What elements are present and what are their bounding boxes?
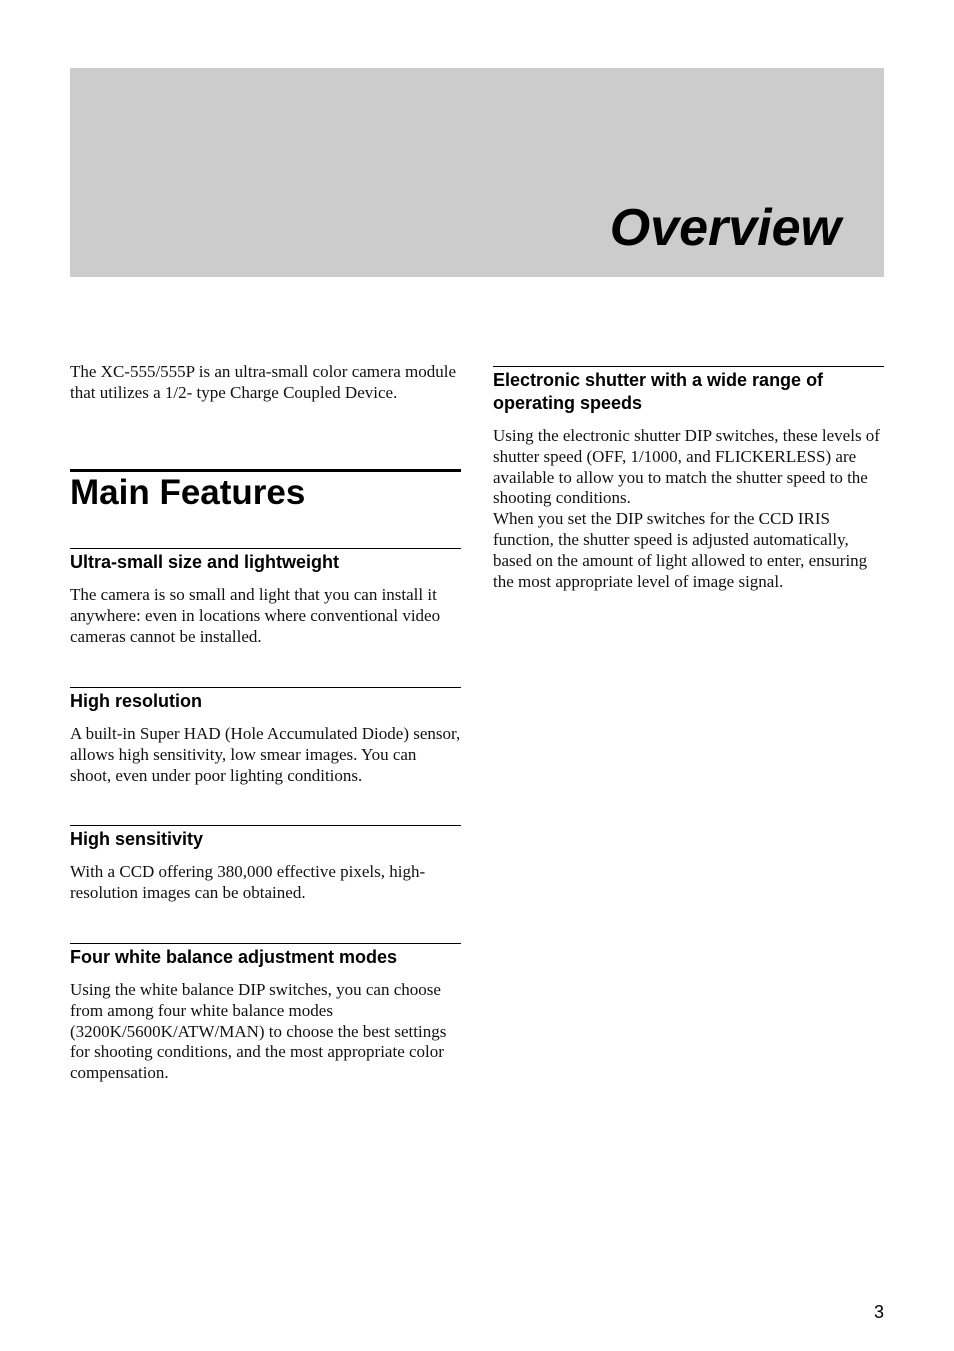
feature-text: The camera is so small and light that you can install it anywhere: even in locations where conventional video cameras cannot be installed. (70, 585, 441, 646)
feature-heading: High sensitivity (70, 825, 461, 851)
feature-item-electronic-shutter (493, 366, 884, 592)
intro-paragraph: The XC-555/555P is an ultra-small color camera module that utilizes a 1/2- type Charge Coupled Device. (70, 362, 457, 402)
left-column (70, 362, 461, 1083)
feature-heading: Electronic shutter with a wide range of operating speeds (493, 366, 884, 415)
feature-text: A built-in Super HAD (Hole Accumulated Diode) sensor, allows high sensitivity, low smear images. You can shoot, even under poor lighting conditions. (70, 724, 461, 785)
chapter-banner (70, 68, 884, 277)
feature-heading: Ultra-small size and lightweight (70, 548, 461, 574)
feature-item-white-balance (70, 943, 461, 1084)
feature-item-high-sensitivity (70, 825, 461, 904)
main-features-section (70, 469, 461, 514)
feature-item-high-resolution (70, 687, 461, 786)
main-features-heading: Main Features (70, 469, 461, 514)
feature-heading: Four white balance adjustment modes (70, 943, 461, 969)
feature-text: Using the electronic shutter DIP switches, these levels of shutter speed (OFF, 1/1000, and FLICKERLESS) are available to allow you to match the shutter speed to the shooting conditions. (493, 426, 880, 508)
feature-text: Using the white balance DIP switches, you can choose from among four white balance modes (3200K/5600K/ATW/MAN) to choose the best settings for shooting conditions, and the most appropriate color compensation. (70, 980, 447, 1083)
page-number: 3 (873, 1302, 884, 1322)
feature-text: With a CCD offering 380,000 effective pixels, high-resolution images can be obtained. (70, 862, 426, 902)
chapter-title: Overview (609, 199, 841, 257)
feature-text-continued: When you set the DIP switches for the CCD IRIS function, the shutter speed is adjusted automatically, based on the amount of light allowed to enter, ensuring the most appropriate level of image signal. (493, 509, 868, 591)
feature-heading: High resolution (70, 687, 461, 713)
feature-item-ultra-small (70, 548, 461, 647)
